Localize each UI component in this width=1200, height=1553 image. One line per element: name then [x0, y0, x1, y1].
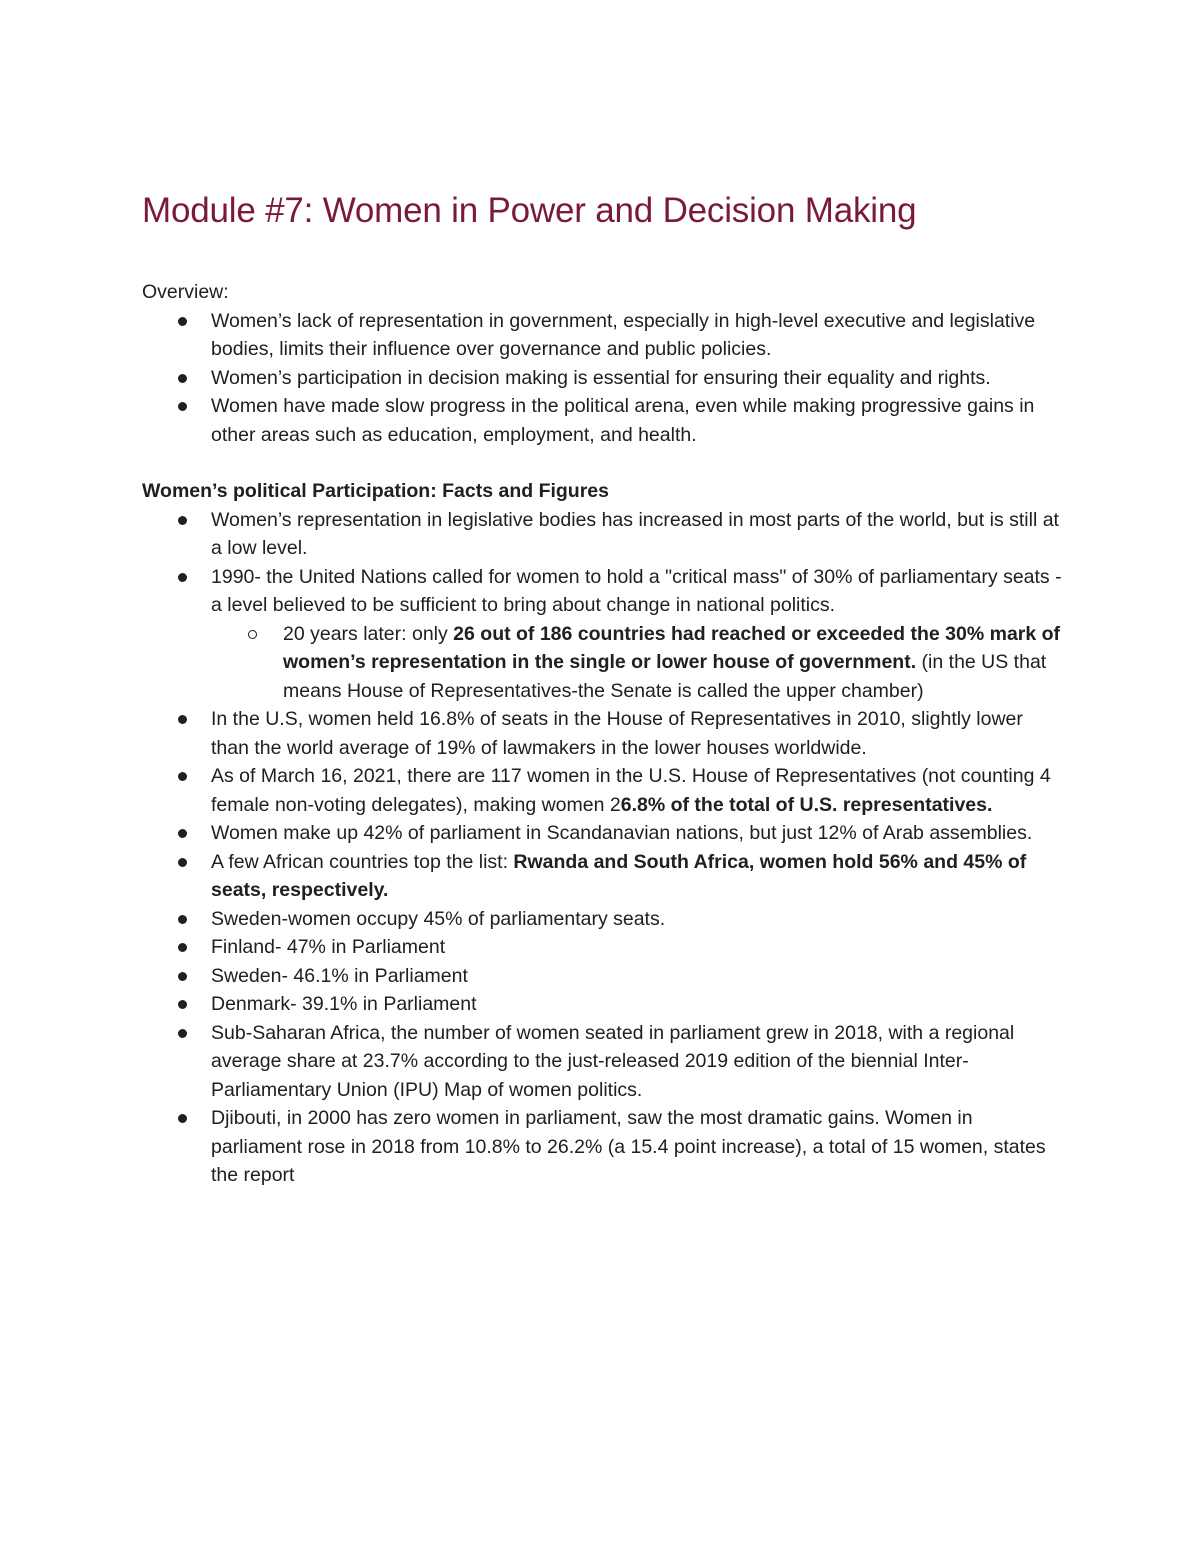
list-item — [142, 962, 1062, 991]
list-item — [142, 364, 1062, 393]
page-title: Module #7: Women in Power and Decision Making — [142, 191, 917, 230]
bullet-icon — [178, 374, 187, 383]
list-item — [142, 705, 1062, 762]
sub-list — [211, 620, 1062, 706]
bullet-icon — [178, 402, 187, 411]
document-page — [142, 186, 1062, 1190]
list-item — [142, 990, 1062, 1019]
list-item-text: Sub-Saharan Africa, the number of women seated in parliament grew in 2018, with a regional average share at 23.7% according to the just-released 2019 edition of the biennial Inter-Parliamentary Union (IPU) Map of women politics. — [211, 1021, 1015, 1101]
bullet-icon — [178, 1000, 187, 1009]
bullet-icon — [178, 972, 187, 981]
list-item-text: Women’s participation in decision making is essential for ensuring their equality and rights. — [211, 366, 991, 389]
bullet-icon — [178, 573, 187, 582]
list-item-text: Denmark- 39.1% in Parliament — [211, 993, 477, 1015]
list-item — [142, 307, 1062, 364]
bullet-icon — [178, 858, 187, 867]
bullet-icon — [178, 1114, 187, 1123]
list-item-text: Women make up 42% of parliament in Scandanavian nations, but just 12% of Arab assemblies. — [211, 822, 1033, 844]
sub-item-text-post: (in the US that means House of Representatives-the Senate is called the upper chamber) — [283, 651, 1047, 702]
list-item-text-pre: A few African countries top the list: — [211, 850, 514, 873]
bullet-icon — [178, 516, 187, 525]
list-item — [142, 848, 1062, 905]
list-item-text: Djibouti, in 2000 has zero women in parliament, saw the most dramatic gains. Women in parliament rose in 2018 from 10.8% to 26.2% (a 15.4 point increase), a total of 15 women, states the report — [211, 1107, 1046, 1186]
list-item — [142, 563, 1062, 706]
sub-item-text-pre: 20 years later: only — [283, 622, 454, 645]
bullet-icon — [178, 317, 187, 326]
list-item — [142, 762, 1062, 819]
section-heading: Women’s political Participation: Facts and Figures — [142, 480, 610, 502]
list-item-text: In the U.S, women held 16.8% of seats in the House of Representatives in 2010, slightly lower than the world average of 19% of lawmakers in the lower houses worldwide. — [211, 708, 1023, 759]
sub-item-text-bold: 26 out of 186 countries had reached or exceeded the 30% mark of women’s representation in the single or lower house of government. — [283, 622, 1061, 673]
list-item-text: Women have made slow progress in the political arena, even while making progressive gains in other areas such as education, employment, and health. — [211, 395, 1035, 446]
list-item — [142, 1104, 1062, 1190]
bullet-icon — [178, 915, 187, 924]
bullet-icon — [178, 1029, 187, 1038]
overview-list — [142, 307, 1062, 450]
bullet-icon — [178, 943, 187, 952]
sub-list-item — [142, 620, 1062, 706]
facts-list — [142, 506, 1062, 1190]
list-item-text-pre: As of March 16, 2021, there are 117 women in the U.S. House of Representatives (not counting 4 female non-voting delegates), making women 2 — [211, 765, 1051, 816]
list-item-text: Sweden-women occupy 45% of parliamentary seats. — [211, 907, 666, 930]
bullet-icon — [178, 715, 187, 724]
list-item — [142, 905, 1062, 934]
list-item — [142, 819, 1062, 848]
hollow-bullet-icon — [248, 630, 257, 639]
list-item — [142, 1019, 1062, 1105]
list-item-text: Sweden- 46.1% in Parliament — [211, 964, 468, 987]
list-item — [142, 392, 1062, 449]
list-item-text-bold: Rwanda and South Africa, women hold 56% and 45% of seats, respectively. — [211, 850, 1027, 901]
list-item-text: 1990- the United Nations called for women to hold a "critical mass" of 30% of parliamentary seats - a level believed to be sufficient to bring about change in national politics. — [211, 565, 1062, 616]
list-item-text-bold: 6.8% of the total of U.S. representatives. — [620, 793, 993, 816]
bullet-icon — [178, 829, 187, 838]
list-item — [142, 933, 1062, 962]
list-item-text: Finland- 47% in Parliament — [211, 936, 446, 958]
list-item — [142, 506, 1062, 563]
list-item-text: Women’s lack of representation in government, especially in high-level executive and legislative bodies, limits their influence over governance and public policies. — [211, 309, 1036, 360]
list-item-text: Women’s representation in legislative bodies has increased in most parts of the world, but is still at a low level. — [211, 508, 1059, 559]
overview-label: Overview: — [142, 281, 229, 303]
bullet-icon — [178, 772, 187, 781]
